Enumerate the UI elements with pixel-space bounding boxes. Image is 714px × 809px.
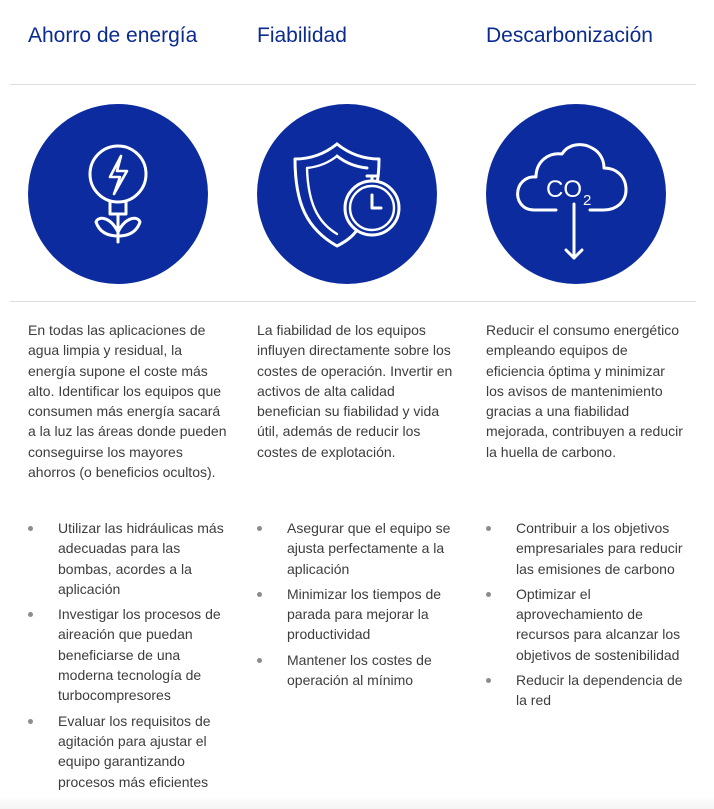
column-description: La fiabilidad de los equipos influyen directamente sobre los costes de operación. Invertir en activos de alta calidad benefician su fiabilidad y vida útil, además de reducir los costes de explotación. <box>257 322 453 460</box>
list-item: Optimizar el aprovechamiento de recursos para alcanzar los objetivos de sostenibilidad <box>486 584 686 665</box>
bullet-dot-icon <box>486 526 491 531</box>
bullet-dot-icon <box>28 612 33 617</box>
bullet-list <box>28 518 228 797</box>
co2-cloud-down-icon <box>486 104 666 284</box>
lightbulb-plant-icon <box>28 104 208 284</box>
bullet-dot-icon <box>28 719 33 724</box>
list-item: Minimizar los tiempos de parada para mejorar la productividad <box>257 584 457 645</box>
shield-clock-icon <box>257 104 437 284</box>
list-item: Evaluar los requisitos de agitación para ajustar el equipo garantizando procesos más eficientes <box>28 711 228 792</box>
column-title: Fiabilidad <box>257 24 347 47</box>
bottom-fade <box>0 796 714 809</box>
co2-label: CO <box>546 176 582 203</box>
list-item: Mantener los costes de operación al mínimo <box>257 650 457 691</box>
bullet-dot-icon <box>28 526 33 531</box>
column-title: Ahorro de energía <box>28 24 198 47</box>
list-item: Asegurar que el equipo se ajusta perfectamente a la aplicación <box>257 518 457 579</box>
list-item: Investigar los procesos de aireación que puedan beneficiarse de una moderna tecnología de turbocompresores <box>28 604 228 705</box>
top-divider <box>10 84 696 85</box>
bullet-dot-icon <box>257 592 262 597</box>
column-description: En todas las aplicaciones de agua limpia y residual, la energía supone el coste más alto. Identificar los equipos que consumen más energía sacará a la luz las áreas donde pueden conseguirse los mayores ahorros (o beneficios ocultos). <box>28 322 227 481</box>
svg-text:2: 2 <box>583 192 592 209</box>
list-item: Utilizar las hidráulicas más adecuadas para las bombas, acordes a la aplicación <box>28 518 228 599</box>
bullet-list <box>257 518 457 695</box>
bullet-dot-icon <box>257 658 262 663</box>
bullet-list <box>486 518 686 716</box>
bullet-dot-icon <box>486 678 491 683</box>
list-item: Contribuir a los objetivos empresariales para reducir las emisiones de carbono <box>486 518 686 579</box>
list-item: Reducir la dependencia de la red <box>486 670 686 711</box>
column-description: Reducir el consumo energético empleando equipos de eficiencia óptima y minimizar los avisos de mantenimiento gracias a una fiabilidad mejorada, contribuyen a reducir la huella de carbono. <box>486 322 683 460</box>
bullet-dot-icon <box>486 592 491 597</box>
bullet-dot-icon <box>257 526 262 531</box>
column-title: Descarbonización <box>486 24 653 47</box>
middle-divider <box>10 301 696 302</box>
